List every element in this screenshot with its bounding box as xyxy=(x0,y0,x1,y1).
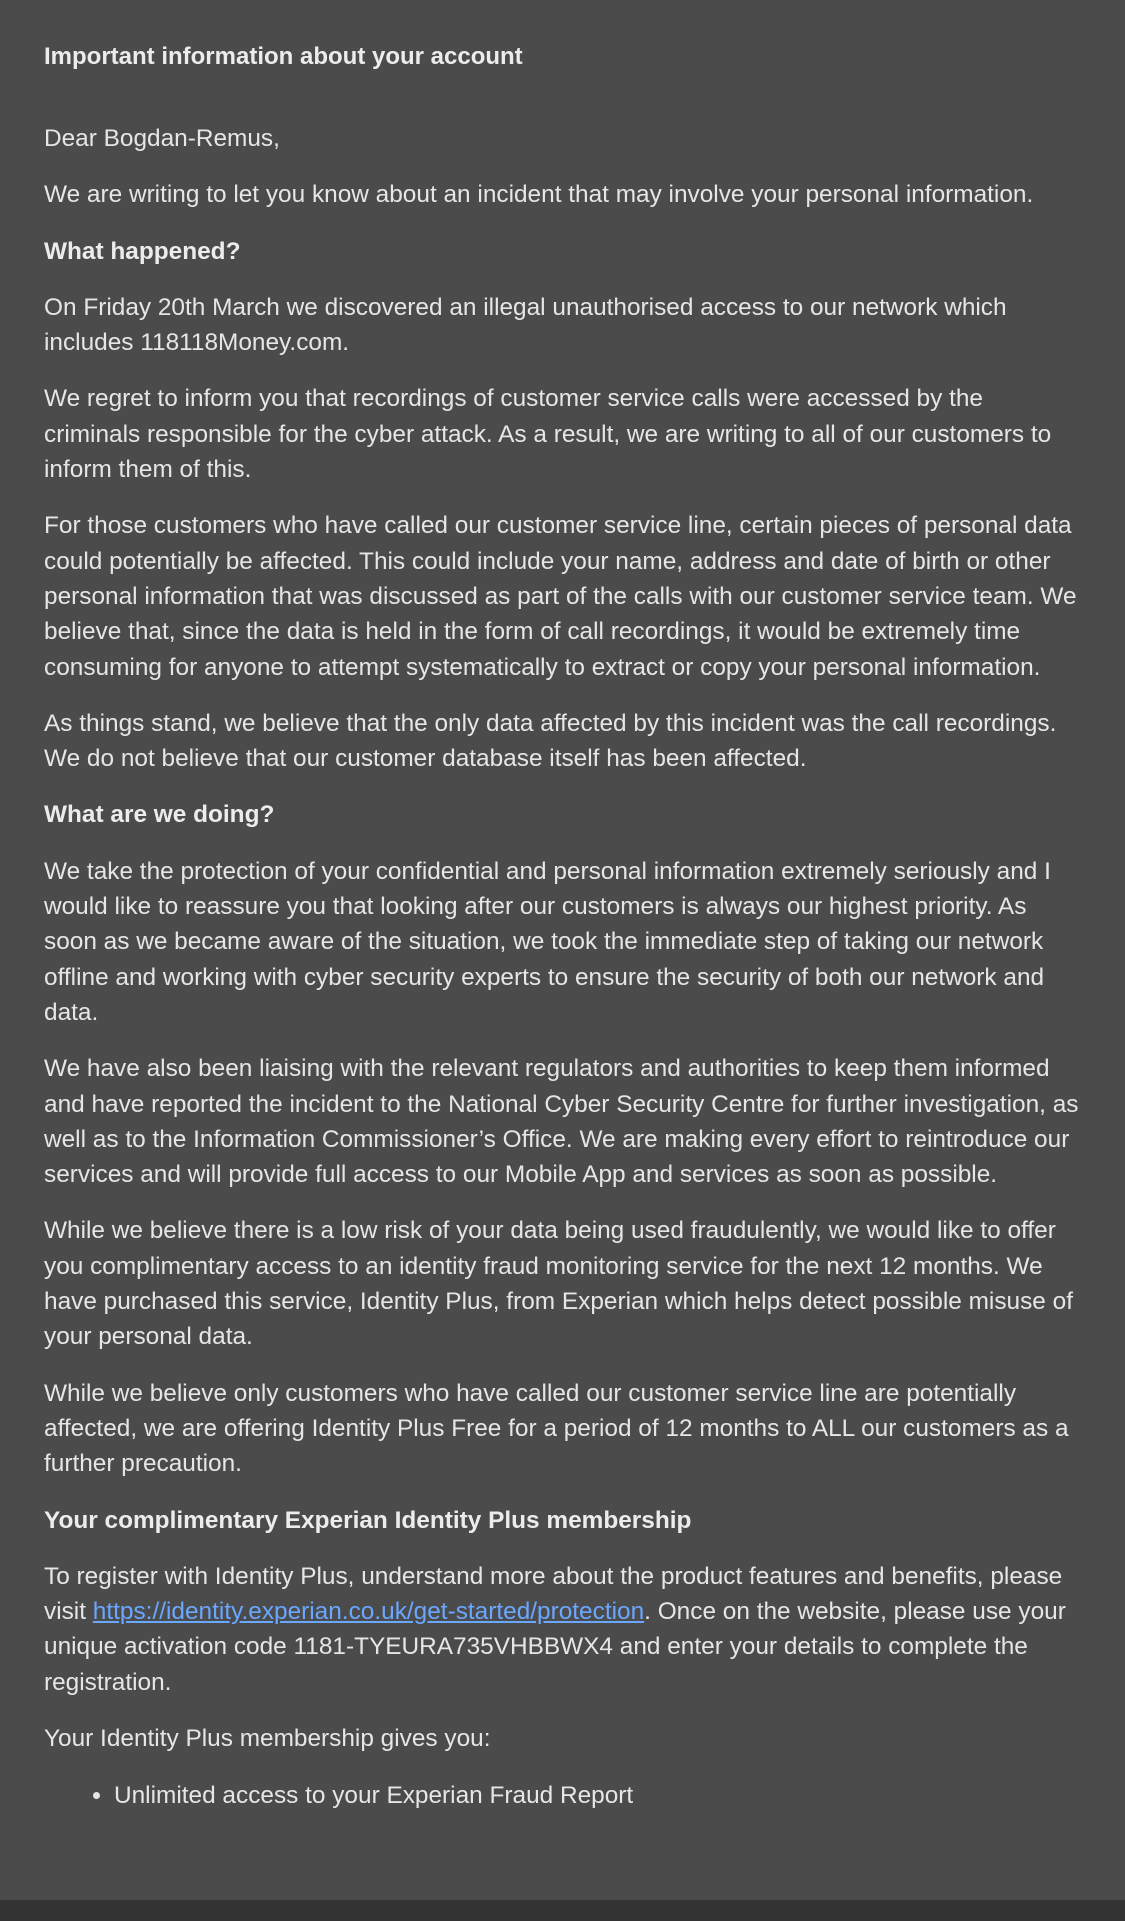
paragraph-scope: As things stand, we believe that the only data affected by this incident was the call recordings. We do not believe that our customer database itself has been affected. xyxy=(44,709,1057,773)
section-heading-what-happened: What happened? xyxy=(44,237,241,265)
paragraph-registration xyxy=(44,1559,1084,1700)
paragraph-membership-intro: Your Identity Plus membership gives you: xyxy=(44,1724,491,1752)
paragraph-discovery: On Friday 20th March we discovered an illegal unauthorised access to our network which includes 118118Money.com. xyxy=(44,293,1007,357)
paragraph-affected-data: For those customers who have called our customer service line, certain pieces of personal data could potentially be affected. This could include your name, address and date of birth or other personal information that was discussed as part of the calls with our customer service team. We believe that, since the data is held in the form of call recordings, it would be extremely time consuming for anyone to attempt systematically to extract or copy your personal information. xyxy=(44,512,1077,681)
paragraph-all-customers: While we believe only customers who have called our customer service line are potentially affected, we are offering Identity Plus Free for a period of 12 months to ALL our customers as a further precaution. xyxy=(44,1379,1069,1478)
benefits-list xyxy=(44,1778,1084,1813)
paragraph-monitoring-offer: While we believe there is a low risk of your data being used fraudulently, we would like to offer you complimentary access to an identity fraud monitoring service for the next 12 months. We have purchased this service, Identity Plus, from Experian which helps detect possible misuse of your personal data. xyxy=(44,1217,1073,1351)
experian-registration-link[interactable]: https://identity.experian.co.uk/get-started/protection xyxy=(92,1598,645,1626)
email-subject: Important information about your account xyxy=(44,43,523,70)
greeting: Dear Bogdan-Remus, xyxy=(44,125,280,152)
registration-text-before: To register with Identity Plus, understand more about the product features and benefits, please visit xyxy=(44,1562,1063,1626)
bottom-toolbar xyxy=(0,1900,1125,1921)
section-heading-what-are-we-doing: What are we doing? xyxy=(44,801,275,829)
email-body xyxy=(44,0,1084,1921)
registration-text-after: . Once on the website, please use your unique activation code 1181-TYEURA735VHBBWX4 and enter your details to complete the registration. xyxy=(44,1598,1066,1696)
paragraph-recordings: We regret to inform you that recordings of customer service calls were accessed by the criminals responsible for the cyber attack. As a result, we are writing to all of our customers to inform them of this. xyxy=(44,385,1052,484)
paragraph-regulators: We have also been liaising with the relevant regulators and authorities to keep them informed and have reported the incident to the National Cyber Security Centre for further investigation, as well as to the Information Commissioner’s Office. We are making every effort to reintroduce our services and will provide full access to our Mobile App and services as soon as possible. xyxy=(44,1055,1079,1189)
intro-paragraph: We are writing to let you know about an incident that may involve your personal information. xyxy=(44,181,1034,209)
benefit-item: • Unlimited access to your Experian Fraud Report xyxy=(114,1778,1084,1813)
section-heading-membership: Your complimentary Experian Identity Plus membership xyxy=(44,1506,692,1534)
paragraph-protection: We take the protection of your confidential and personal information extremely seriously and I would like to reassure you that looking after our customers is always our highest priority. As soon as we became aware of the situation, we took the immediate step of taking our network offline and working with cyber security experts to ensure the security of both our network and data. xyxy=(44,857,1051,1026)
